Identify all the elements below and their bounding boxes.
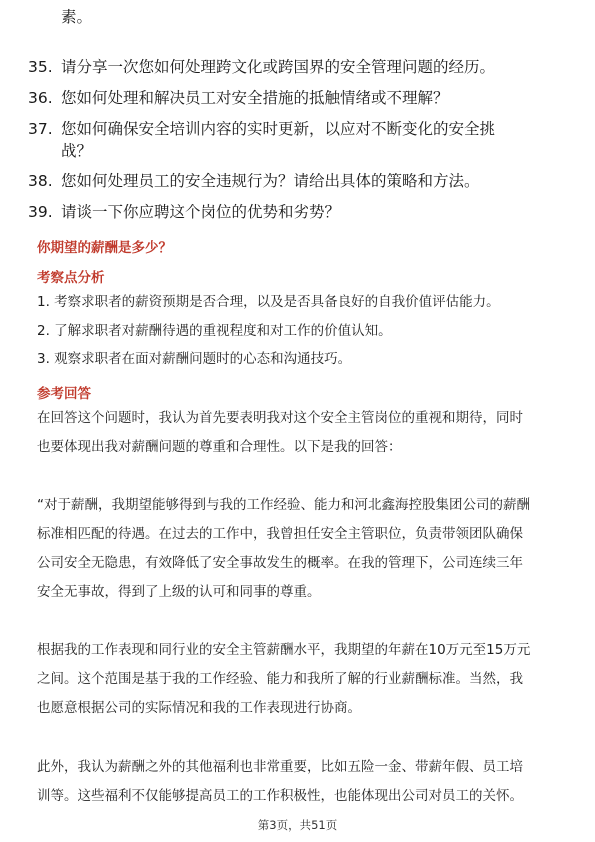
answer-line: 此外，我认为薪酬之外的其他福利也非常重要，比如五险一金、带薪年假、员工培 — [37, 759, 523, 775]
answer-line: 训等。这些福利不仅能够提高员工的工作积极性，也能体现出公司对员工的关怀。 — [37, 788, 523, 804]
answer-line: 之间。这个范围是基于我的工作经验、能力和我所了解的行业薪酬标准。当然，我 — [37, 671, 523, 687]
question-number: 36. — [28, 89, 53, 107]
question-text: 您如何处理和解决员工对安全措施的抵触情绪或不理解？ — [61, 89, 449, 107]
question-text: 请分享一次您如何处理跨文化或跨国界的安全管理问题的经历。 — [61, 58, 496, 76]
answer-line: “对于薪酬，我期望能够得到与我的工作经验、能力和河北鑫海控股集团公司的薪酬 — [37, 497, 530, 513]
analysis-item: 3. 观察求职者在面对薪酬问题时的心态和沟通技巧。 — [37, 351, 352, 367]
section-title: 你期望的薪酬是多少？ — [37, 240, 172, 256]
question-36 — [28, 87, 449, 109]
answer-line: 也要体现出我对薪酬问题的尊重和合理性。以下是我的回答： — [37, 439, 402, 455]
question-number: 35. — [28, 58, 53, 76]
question-number: 38. — [28, 172, 53, 190]
question-35 — [28, 56, 495, 78]
question-text: 您如何确保安全培训内容的实时更新，以应对不断变化的安全挑 — [61, 120, 496, 138]
question-37 — [28, 118, 495, 140]
answer-line: 在回答这个问题时，我认为首先要表明我对这个安全主管岗位的重视和期待，同时 — [37, 410, 523, 426]
analysis-heading: 考察点分析 — [37, 270, 105, 286]
answer-line: 标准相匹配的待遇。在过去的工作中，我曾担任安全主管职位，负责带领团队确保 — [37, 526, 523, 542]
question-37-continuation: 战？ — [61, 142, 93, 160]
page-number-footer: 第3页，共51页 — [257, 818, 338, 832]
question-number: 39. — [28, 203, 53, 221]
analysis-item: 1. 考察求职者的薪资预期是否合理，以及是否具备良好的自我价值评估能力。 — [37, 294, 500, 310]
analysis-item: 2. 了解求职者对薪酬待遇的重视程度和对工作的价值认知。 — [37, 323, 392, 339]
question-text: 请谈一下你应聘这个岗位的优势和劣势？ — [61, 203, 341, 221]
q34-tail: 素。 — [61, 8, 93, 26]
answer-line: 公司安全无隐患，有效降低了安全事故发生的概率。在我的管理下，公司连续三年 — [37, 555, 523, 571]
answer-line: 根据我的工作表现和同行业的安全主管薪酬水平，我期望的年薪在10万元至15万元 — [37, 642, 531, 658]
question-number: 37. — [28, 120, 53, 138]
answer-line: 安全无事故，得到了上级的认可和同事的尊重。 — [37, 584, 321, 600]
question-text: 您如何处理员工的安全违规行为？请给出具体的策略和方法。 — [61, 172, 480, 190]
answer-line: 也愿意根据公司的实际情况和我的工作表现进行协商。 — [37, 700, 361, 716]
question-39 — [28, 201, 340, 223]
answer-heading: 参考回答 — [37, 386, 91, 402]
question-38 — [28, 170, 480, 192]
